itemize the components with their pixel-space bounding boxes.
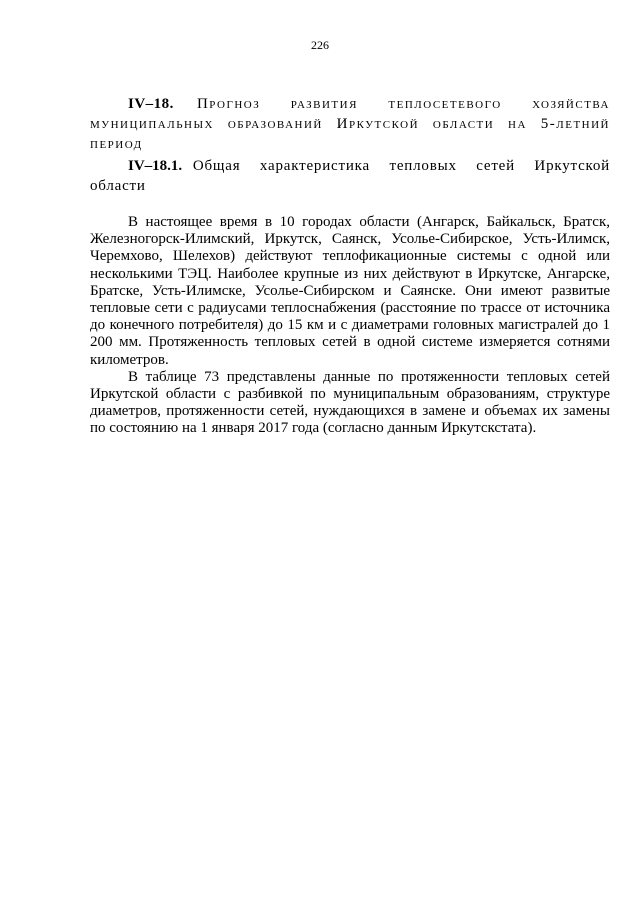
page-number: 226: [311, 38, 329, 52]
section-number: IV–18.: [128, 96, 174, 112]
body-paragraph-1: В настоящее время в 10 городах области (Ангарск, Байкальск, Братск, Железногорск-Илимский, Иркутск, Саянск, Усолье-Сибирское, Усть-Илимск, Черемхово, Шелехов) действуют теплофикационные системы с одной или несколькими ТЭЦ. Наиболее крупные из них действуют в Иркутске, Ангарске, Братске, Усть-Илимске, Усолье-Сибирском и Саянске. Они имеют развитые тепловые сети с радиусами теплоснабжения (расстояние по трассе от источника до конечного потребителя) до 15 км и с диаметрами головных магистралей до 1 200 мм. Протяженность тепловых сетей в одной системе измеряется сотнями километров.: [90, 214, 610, 368]
subsection-title: Общая характеристика тепловых сетей Иркутской области: [90, 158, 610, 194]
section-title: Прогноз развития теплосетевого хозяйства муниципальных образований Иркутской области на 5-летний период: [90, 96, 611, 152]
body-paragraph-2: В таблице 73 представлены данные по протяженности тепловых сетей Иркутской области с разбивкой по муниципальным образованиям, структуре диаметров, протяженности сетей, нуждающихся в замене и объемах их замены по состоянию на 1 января 2017 года (согласно данным Иркутскстата).: [90, 368, 610, 437]
document-body: [90, 94, 610, 438]
subsection-heading: [90, 156, 610, 196]
subsection-number: IV–18.1.: [128, 158, 183, 174]
section-heading: [90, 94, 610, 154]
